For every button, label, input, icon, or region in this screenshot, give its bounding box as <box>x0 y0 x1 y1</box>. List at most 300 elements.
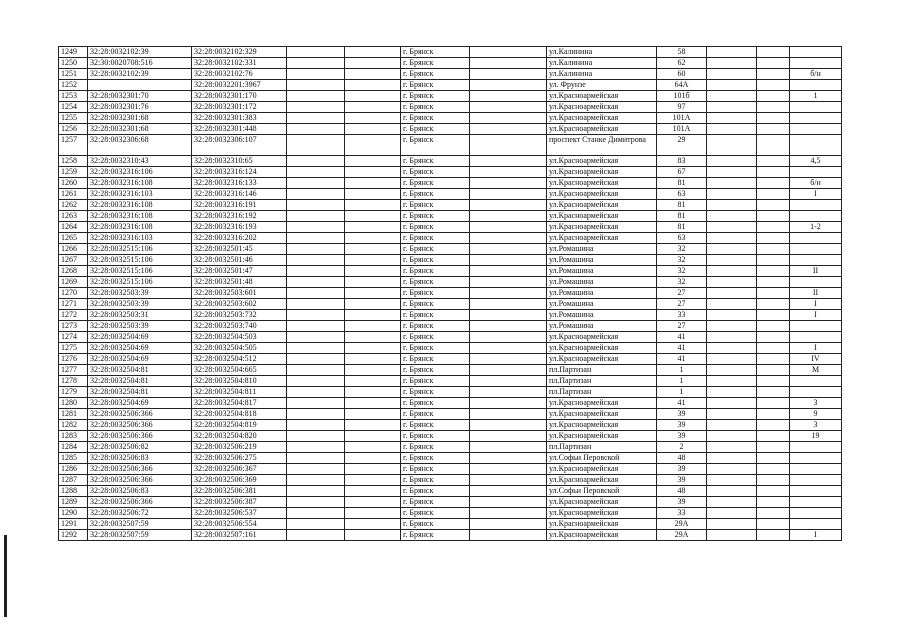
cell-blank-col-e <box>757 244 790 255</box>
table-row <box>59 398 842 409</box>
table-row <box>59 387 842 398</box>
cell-blank-col-c <box>470 464 547 475</box>
cell-blank-col-d <box>707 200 757 211</box>
cell-city: г. Брянск <box>401 124 470 135</box>
table-row <box>59 189 842 200</box>
cell-blank-col-a <box>287 124 345 135</box>
table-row <box>59 486 842 497</box>
cell-house-number: 27 <box>657 299 707 310</box>
cell-street: пл.Партизан <box>547 365 657 376</box>
table-row <box>59 266 842 277</box>
cell-blank-col-b <box>345 200 401 211</box>
cell-blank-col-a <box>287 211 345 222</box>
cell-blank-col-c <box>470 453 547 464</box>
cell-blank-col-a <box>287 387 345 398</box>
cell-cadastral-number: 32:28:0032506:554 <box>192 519 287 530</box>
cell-parent-cadastral-number: 32:28:0032506:366 <box>88 475 192 486</box>
table-row <box>59 519 842 530</box>
cell-parent-cadastral-number <box>88 80 192 91</box>
cell-house-number: 39 <box>657 475 707 486</box>
cell-row-number: 1254 <box>59 102 88 113</box>
cell-street: ул.Красноармейская <box>547 167 657 178</box>
cell-apartment: IV <box>790 354 842 365</box>
cell-row-number: 1279 <box>59 387 88 398</box>
cell-blank-col-b <box>345 222 401 233</box>
cell-blank-col-e <box>757 189 790 200</box>
cell-blank-col-b <box>345 376 401 387</box>
cell-blank-col-a <box>287 113 345 124</box>
cell-house-number: 101А <box>657 124 707 135</box>
cell-blank-col-b <box>345 124 401 135</box>
cell-parent-cadastral-number: 32:28:0032504:69 <box>88 398 192 409</box>
cell-row-number: 1284 <box>59 442 88 453</box>
table-row <box>59 310 842 321</box>
cell-cadastral-number: 32:28:0032102:331 <box>192 58 287 69</box>
cell-cadastral-number: 32:28:0032501:45 <box>192 244 287 255</box>
cell-city: г. Брянск <box>401 299 470 310</box>
cell-blank-col-d <box>707 288 757 299</box>
cell-blank-col-e <box>757 255 790 266</box>
cell-blank-col-e <box>757 178 790 189</box>
cell-blank-col-e <box>757 102 790 113</box>
cell-blank-col-c <box>470 321 547 332</box>
cell-blank-col-e <box>757 486 790 497</box>
cell-cadastral-number: 32:28:0032301:448 <box>192 124 287 135</box>
cell-blank-col-d <box>707 277 757 288</box>
cell-parent-cadastral-number: 32:28:0032504:81 <box>88 376 192 387</box>
cell-apartment: б/н <box>790 69 842 80</box>
cell-parent-cadastral-number: 32:28:0032506:366 <box>88 431 192 442</box>
cell-city: г. Брянск <box>401 102 470 113</box>
cell-blank-col-b <box>345 398 401 409</box>
cell-house-number: 27 <box>657 321 707 332</box>
cell-row-number: 1263 <box>59 211 88 222</box>
cell-blank-col-b <box>345 156 401 167</box>
cell-blank-col-b <box>345 519 401 530</box>
cell-row-number: 1250 <box>59 58 88 69</box>
scan-edge-mark <box>4 535 7 617</box>
cell-blank-col-c <box>470 398 547 409</box>
cell-row-number: 1262 <box>59 200 88 211</box>
table-row <box>59 277 842 288</box>
cell-cadastral-number: 32:28:0032501:47 <box>192 266 287 277</box>
cell-parent-cadastral-number: 32:28:0032310:43 <box>88 156 192 167</box>
cell-city: г. Брянск <box>401 69 470 80</box>
cell-city: г. Брянск <box>401 409 470 420</box>
cell-house-number: 41 <box>657 398 707 409</box>
cell-apartment <box>790 244 842 255</box>
cell-city: г. Брянск <box>401 200 470 211</box>
cell-blank-col-d <box>707 113 757 124</box>
cell-blank-col-d <box>707 442 757 453</box>
cell-house-number: 32 <box>657 277 707 288</box>
cell-apartment: I <box>790 299 842 310</box>
cell-city: г. Брянск <box>401 365 470 376</box>
table-row <box>59 113 842 124</box>
cell-street: ул.Калинина <box>547 58 657 69</box>
cell-cadastral-number: 32:28:0032504:665 <box>192 365 287 376</box>
cell-blank-col-c <box>470 102 547 113</box>
cell-blank-col-a <box>287 354 345 365</box>
cell-apartment: 9 <box>790 409 842 420</box>
cell-blank-col-d <box>707 47 757 58</box>
cell-city: г. Брянск <box>401 354 470 365</box>
cell-row-number: 1272 <box>59 310 88 321</box>
cell-blank-col-d <box>707 266 757 277</box>
cell-blank-col-e <box>757 530 790 541</box>
table-row <box>59 102 842 113</box>
table-row <box>59 58 842 69</box>
cell-street: ул.Красноармейская <box>547 420 657 431</box>
cell-blank-col-d <box>707 321 757 332</box>
cell-apartment <box>790 135 842 156</box>
table-row <box>59 80 842 91</box>
cell-blank-col-a <box>287 420 345 431</box>
table-row <box>59 354 842 365</box>
cell-blank-col-d <box>707 91 757 102</box>
cell-blank-col-e <box>757 222 790 233</box>
cell-blank-col-b <box>345 266 401 277</box>
cell-parent-cadastral-number: 32:28:0032504:81 <box>88 365 192 376</box>
cell-blank-col-e <box>757 156 790 167</box>
cell-cadastral-number: 32:28:0032316:193 <box>192 222 287 233</box>
cell-city: г. Брянск <box>401 178 470 189</box>
cell-blank-col-a <box>287 200 345 211</box>
cell-house-number: 39 <box>657 409 707 420</box>
cell-blank-col-c <box>470 47 547 58</box>
cell-house-number: 32 <box>657 244 707 255</box>
cell-blank-col-e <box>757 409 790 420</box>
cell-row-number: 1252 <box>59 80 88 91</box>
cell-cadastral-number: 32:28:0032501:48 <box>192 277 287 288</box>
cell-blank-col-a <box>287 376 345 387</box>
cell-city: г. Брянск <box>401 80 470 91</box>
cell-blank-col-a <box>287 475 345 486</box>
cell-row-number: 1275 <box>59 343 88 354</box>
cell-apartment <box>790 113 842 124</box>
cell-city: г. Брянск <box>401 475 470 486</box>
cell-cadastral-number: 32:28:0032301:383 <box>192 113 287 124</box>
cell-row-number: 1260 <box>59 178 88 189</box>
cell-blank-col-c <box>470 310 547 321</box>
cell-parent-cadastral-number: 32:28:0032316:108 <box>88 178 192 189</box>
cell-cadastral-number: 32:28:0032310:65 <box>192 156 287 167</box>
cell-blank-col-e <box>757 233 790 244</box>
cell-blank-col-e <box>757 124 790 135</box>
cell-street: ул.Ромашина <box>547 310 657 321</box>
cell-street: пл.Партизан <box>547 376 657 387</box>
cell-house-number: 60 <box>657 69 707 80</box>
cell-blank-col-c <box>470 486 547 497</box>
cell-parent-cadastral-number: 32:28:0032506:83 <box>88 453 192 464</box>
cell-blank-col-d <box>707 156 757 167</box>
cell-house-number: 39 <box>657 464 707 475</box>
cell-blank-col-e <box>757 135 790 156</box>
table-row <box>59 453 842 464</box>
cell-apartment: I <box>790 189 842 200</box>
cell-blank-col-b <box>345 486 401 497</box>
cell-parent-cadastral-number: 32:28:0032503:39 <box>88 299 192 310</box>
cell-house-number: 27 <box>657 288 707 299</box>
cell-row-number: 1274 <box>59 332 88 343</box>
cell-blank-col-c <box>470 189 547 200</box>
cell-house-number: 81 <box>657 200 707 211</box>
cell-blank-col-b <box>345 47 401 58</box>
cell-blank-col-a <box>287 519 345 530</box>
cell-blank-col-d <box>707 365 757 376</box>
cell-parent-cadastral-number: 32:28:0032506:366 <box>88 464 192 475</box>
cell-blank-col-b <box>345 102 401 113</box>
cell-blank-col-d <box>707 409 757 420</box>
cell-house-number: 67 <box>657 167 707 178</box>
cell-parent-cadastral-number: 32:28:0032306:68 <box>88 135 192 156</box>
cell-street: ул.Красноармейская <box>547 124 657 135</box>
cell-row-number: 1286 <box>59 464 88 475</box>
cell-city: г. Брянск <box>401 255 470 266</box>
cell-parent-cadastral-number: 32:28:0032503:39 <box>88 288 192 299</box>
cell-street: ул.Красноармейская <box>547 475 657 486</box>
cell-row-number: 1265 <box>59 233 88 244</box>
cell-row-number: 1285 <box>59 453 88 464</box>
cell-blank-col-b <box>345 69 401 80</box>
cell-blank-col-e <box>757 343 790 354</box>
cell-city: г. Брянск <box>401 508 470 519</box>
cell-blank-col-a <box>287 233 345 244</box>
cell-blank-col-e <box>757 365 790 376</box>
cell-parent-cadastral-number: 32:28:0032301:70 <box>88 91 192 102</box>
table-row <box>59 135 842 156</box>
cell-parent-cadastral-number: 32:28:0032506:82 <box>88 442 192 453</box>
cell-blank-col-e <box>757 508 790 519</box>
cell-apartment <box>790 321 842 332</box>
cell-row-number: 1267 <box>59 255 88 266</box>
cell-row-number: 1273 <box>59 321 88 332</box>
cell-blank-col-c <box>470 124 547 135</box>
cell-blank-col-d <box>707 58 757 69</box>
cell-cadastral-number: 32:28:0032506:369 <box>192 475 287 486</box>
cell-blank-col-e <box>757 299 790 310</box>
cell-apartment <box>790 58 842 69</box>
cell-blank-col-b <box>345 354 401 365</box>
cell-blank-col-a <box>287 453 345 464</box>
cell-blank-col-c <box>470 277 547 288</box>
cell-street: ул.Красноармейская <box>547 530 657 541</box>
cell-apartment <box>790 124 842 135</box>
cell-parent-cadastral-number: 32:28:0032504:69 <box>88 354 192 365</box>
cell-blank-col-a <box>287 431 345 442</box>
cell-apartment <box>790 486 842 497</box>
cell-blank-col-b <box>345 508 401 519</box>
cell-blank-col-d <box>707 69 757 80</box>
cell-apartment: М <box>790 365 842 376</box>
cell-blank-col-a <box>287 288 345 299</box>
cell-blank-col-a <box>287 398 345 409</box>
cell-blank-col-b <box>345 343 401 354</box>
cell-street: пл.Партизан <box>547 442 657 453</box>
cell-row-number: 1288 <box>59 486 88 497</box>
cell-row-number: 1253 <box>59 91 88 102</box>
cell-house-number: 1 <box>657 387 707 398</box>
table-row <box>59 167 842 178</box>
cell-house-number: 33 <box>657 508 707 519</box>
cell-blank-col-a <box>287 102 345 113</box>
cell-street: ул.Красноармейская <box>547 178 657 189</box>
cell-blank-col-d <box>707 233 757 244</box>
cell-blank-col-a <box>287 178 345 189</box>
table-row <box>59 431 842 442</box>
cell-blank-col-e <box>757 310 790 321</box>
cell-blank-col-a <box>287 442 345 453</box>
cell-street: ул.Ромашина <box>547 255 657 266</box>
cell-blank-col-e <box>757 47 790 58</box>
cell-city: г. Брянск <box>401 376 470 387</box>
cell-blank-col-e <box>757 200 790 211</box>
cell-blank-col-a <box>287 343 345 354</box>
cell-blank-col-a <box>287 255 345 266</box>
cell-blank-col-d <box>707 519 757 530</box>
cell-blank-col-e <box>757 58 790 69</box>
cell-cadastral-number: 32:28:0032504:811 <box>192 387 287 398</box>
cell-house-number: 39 <box>657 497 707 508</box>
cell-city: г. Брянск <box>401 91 470 102</box>
cell-parent-cadastral-number: 32:28:0032515:106 <box>88 244 192 255</box>
cell-blank-col-e <box>757 277 790 288</box>
cell-blank-col-b <box>345 255 401 266</box>
cell-blank-col-b <box>345 288 401 299</box>
cell-blank-col-c <box>470 266 547 277</box>
cell-blank-col-c <box>470 113 547 124</box>
cell-city: г. Брянск <box>401 442 470 453</box>
cell-street: ул.Красноармейская <box>547 113 657 124</box>
cell-street: ул.Ромашина <box>547 266 657 277</box>
cell-blank-col-d <box>707 486 757 497</box>
cell-blank-col-a <box>287 222 345 233</box>
cell-house-number: 81 <box>657 178 707 189</box>
table-row <box>59 211 842 222</box>
cell-house-number: 81 <box>657 222 707 233</box>
cell-city: г. Брянск <box>401 244 470 255</box>
table-row <box>59 47 842 58</box>
cell-house-number: 83 <box>657 156 707 167</box>
cell-house-number: 1 <box>657 376 707 387</box>
cell-street: ул.Красноармейская <box>547 102 657 113</box>
cell-blank-col-b <box>345 189 401 200</box>
cell-row-number: 1266 <box>59 244 88 255</box>
cell-blank-col-b <box>345 442 401 453</box>
cell-blank-col-b <box>345 464 401 475</box>
cell-blank-col-e <box>757 69 790 80</box>
cell-blank-col-d <box>707 222 757 233</box>
cell-blank-col-c <box>470 387 547 398</box>
cell-blank-col-c <box>470 508 547 519</box>
cell-blank-col-b <box>345 475 401 486</box>
cell-apartment: II <box>790 288 842 299</box>
cell-blank-col-e <box>757 420 790 431</box>
table-row <box>59 409 842 420</box>
table-row <box>59 332 842 343</box>
cell-parent-cadastral-number: 32:28:0032506:366 <box>88 409 192 420</box>
cell-row-number: 1270 <box>59 288 88 299</box>
cell-parent-cadastral-number: 32:28:0032316:108 <box>88 211 192 222</box>
cell-blank-col-b <box>345 431 401 442</box>
cell-parent-cadastral-number: 32:28:0032301:76 <box>88 102 192 113</box>
cell-blank-col-a <box>287 486 345 497</box>
cell-blank-col-b <box>345 277 401 288</box>
cell-row-number: 1251 <box>59 69 88 80</box>
cell-city: г. Брянск <box>401 387 470 398</box>
cell-blank-col-c <box>470 58 547 69</box>
table-row <box>59 255 842 266</box>
cell-blank-col-d <box>707 310 757 321</box>
cell-house-number: 29А <box>657 530 707 541</box>
cell-apartment: I <box>790 343 842 354</box>
table-row <box>59 420 842 431</box>
cell-street: ул.Красноармейская <box>547 398 657 409</box>
cell-blank-col-c <box>470 519 547 530</box>
cell-parent-cadastral-number: 32:28:0032515:106 <box>88 277 192 288</box>
cell-blank-col-d <box>707 211 757 222</box>
cell-apartment: 1 <box>790 91 842 102</box>
cell-apartment: I <box>790 530 842 541</box>
cell-row-number: 1259 <box>59 167 88 178</box>
cell-street: ул.Красноармейская <box>547 497 657 508</box>
cell-street: ул.Калинина <box>547 47 657 58</box>
cell-blank-col-d <box>707 167 757 178</box>
cell-row-number: 1280 <box>59 398 88 409</box>
cell-parent-cadastral-number: 32:28:0032506:83 <box>88 486 192 497</box>
cell-blank-col-b <box>345 91 401 102</box>
cell-city: г. Брянск <box>401 233 470 244</box>
cell-blank-col-c <box>470 156 547 167</box>
cell-blank-col-a <box>287 156 345 167</box>
cell-street: ул.Красноармейская <box>547 91 657 102</box>
cell-city: г. Брянск <box>401 167 470 178</box>
cell-blank-col-d <box>707 102 757 113</box>
cell-house-number: 2 <box>657 442 707 453</box>
cell-street: ул.Ромашина <box>547 321 657 332</box>
cell-blank-col-b <box>345 135 401 156</box>
cell-blank-col-b <box>345 167 401 178</box>
cell-apartment <box>790 497 842 508</box>
table-row <box>59 244 842 255</box>
cell-street: ул.Красноармейская <box>547 332 657 343</box>
cell-house-number: 41 <box>657 332 707 343</box>
cell-street: ул. Фрунзе <box>547 80 657 91</box>
cell-house-number: 29 <box>657 135 707 156</box>
cell-blank-col-c <box>470 442 547 453</box>
cell-row-number: 1289 <box>59 497 88 508</box>
cell-cadastral-number: 32:28:0032316:202 <box>192 233 287 244</box>
cell-blank-col-c <box>470 365 547 376</box>
cell-blank-col-c <box>470 91 547 102</box>
table-row <box>59 530 842 541</box>
cell-city: г. Брянск <box>401 310 470 321</box>
cell-blank-col-b <box>345 58 401 69</box>
cell-apartment <box>790 211 842 222</box>
cell-house-number: 1 <box>657 365 707 376</box>
cell-blank-col-a <box>287 277 345 288</box>
cell-city: г. Брянск <box>401 156 470 167</box>
cell-row-number: 1264 <box>59 222 88 233</box>
cell-row-number: 1255 <box>59 113 88 124</box>
cell-apartment <box>790 519 842 530</box>
cell-blank-col-b <box>345 420 401 431</box>
cell-blank-col-e <box>757 332 790 343</box>
cell-house-number: 39 <box>657 431 707 442</box>
cell-blank-col-a <box>287 299 345 310</box>
cell-blank-col-e <box>757 431 790 442</box>
cell-cadastral-number: 32:28:0032504:819 <box>192 420 287 431</box>
